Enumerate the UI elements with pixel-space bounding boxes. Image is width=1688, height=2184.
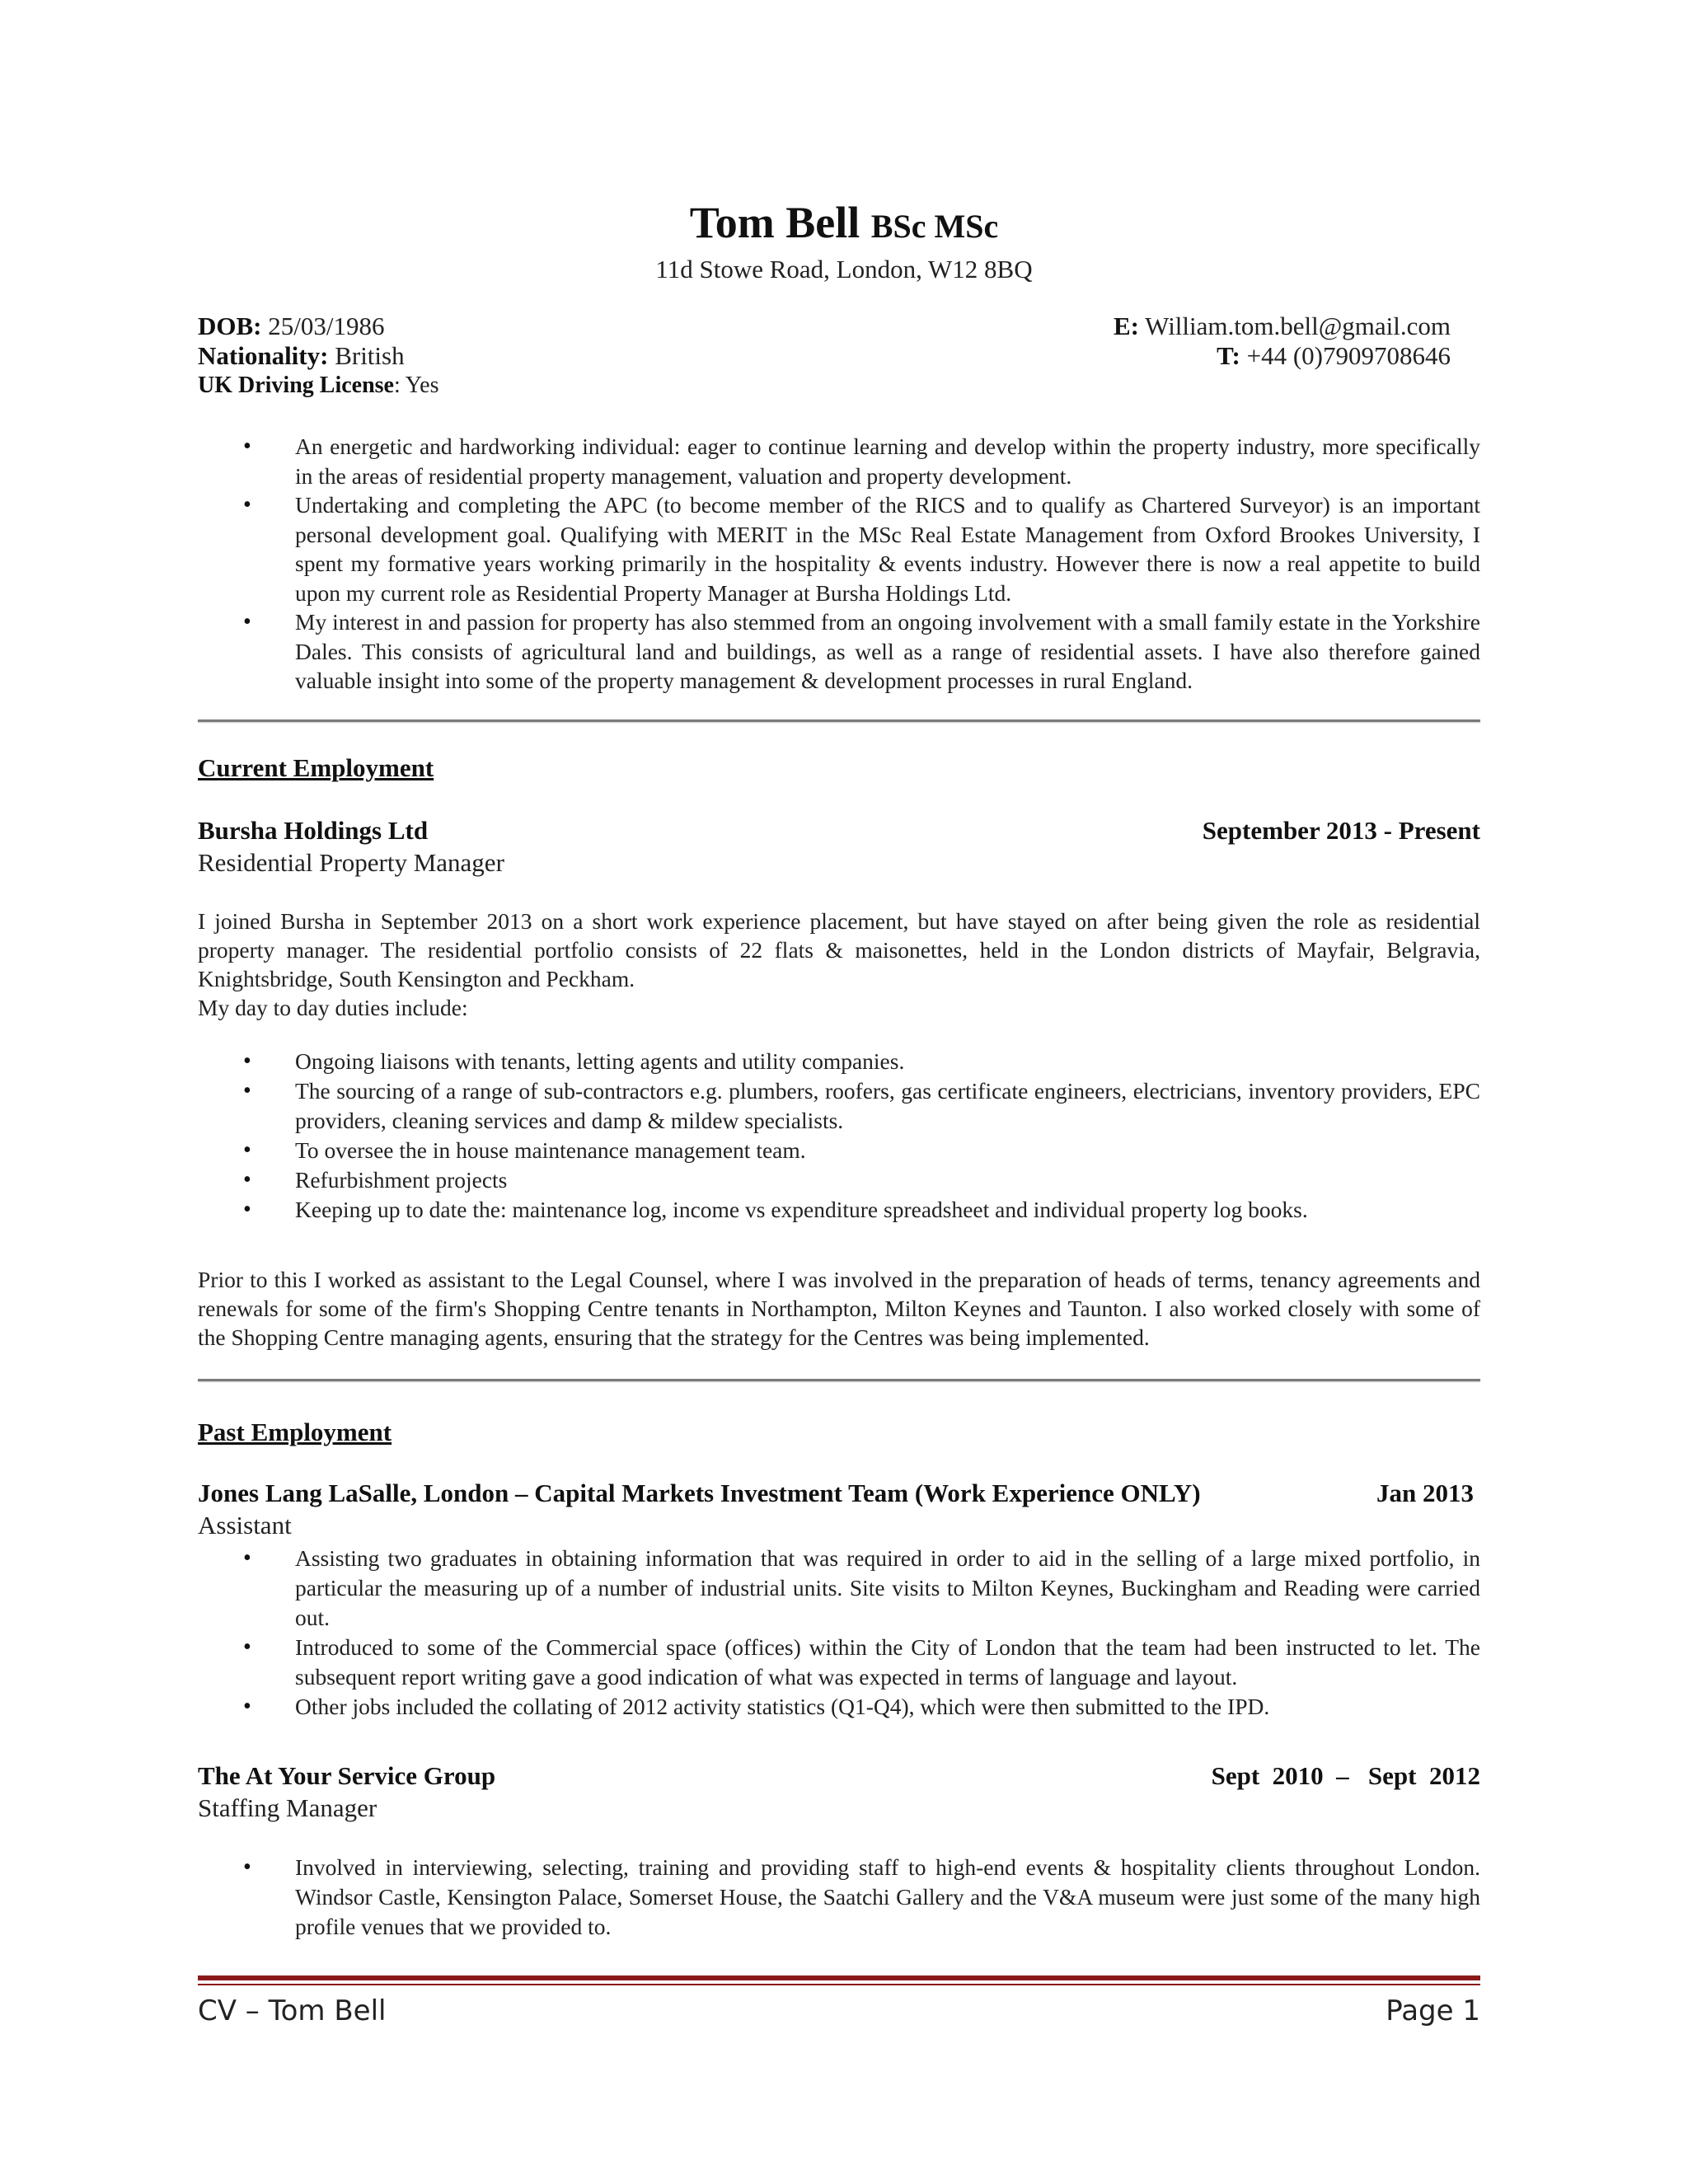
past-job-header (198, 1477, 1480, 1510)
address: 11d Stowe Road, London, W12 8BQ (655, 255, 1033, 284)
summary-item: • My interest in and passion for property has also stemmed from an ongoing involvement with a small family estate in the Yorkshire Dales. This consists of agricultural land and buildings, as well as a range of residential assets. I have also therefore gained valuable insight into some of the property management & development processes in rural England. (198, 607, 1480, 696)
email-label: E: (1113, 312, 1139, 340)
section-divider (198, 719, 1480, 722)
job-role: Residential Property Manager (198, 848, 504, 877)
summary-item: • Undertaking and completing the APC (to become member of the RICS and to qualify as Chartered Surveyor) is an important personal development goal. Qualifying with MERIT in the MSc Real Estate Management from Oxford Brookes University, I spent my formative years working primarily in the hospitality & events industry. However there is now a real appetite to build upon my current role as Residential Property Manager at Bursha Holdings Ltd. (198, 490, 1480, 607)
prior-role-paragraph: Prior to this I worked as assistant to the Legal Counsel, where I was involved in the preparation of heads of terms, tenancy agreements and renewals for some of the firm's Shopping Centre tenants in Northampton, Milton Keynes and Taunton. I also worked closely with some of the Shopping Centre managing agents, ensuring that the strategy for the Centres was being implemented. (198, 1267, 1480, 1350)
dob-row (198, 312, 1451, 341)
current-job-intro (198, 907, 1480, 1022)
duties-list (198, 1047, 1480, 1225)
candidate-name (0, 196, 1688, 253)
duty-item: • The sourcing of a range of sub-contractors e.g. plumbers, roofers, gas certificate engineers, electricians, inventory providers, EPC providers, cleaning services and damp & mildew specialists. (198, 1076, 1480, 1136)
email-value: William.tom.bell@gmail.com (1145, 312, 1451, 340)
nationality-row (198, 341, 1451, 371)
qualifications: BSc MSc (870, 208, 999, 245)
duty-item: • Other jobs included the collating of 2012 activity statistics (Q1-Q4), which were then submitted to the IPD. (198, 1692, 1480, 1722)
current-employment-heading: Current Employment (198, 753, 434, 782)
company-name: Bursha Holdings Ltd (198, 816, 429, 845)
page-footer (198, 1990, 1480, 2032)
past-employment-heading: Past Employment (198, 1418, 392, 1446)
duties-intro: My day to day duties include: (198, 995, 468, 1020)
job-role: Assistant (198, 1511, 292, 1540)
phone-value: +44 (0)7909708646 (1246, 341, 1451, 370)
cv-header (0, 196, 1688, 286)
job-dates: September 2013 - Present (1202, 816, 1480, 845)
past-job-header (198, 1760, 1480, 1793)
duty-item: • Keeping up to date the: maintenance log, income vs expenditure spreadsheet and individual property log books. (198, 1195, 1480, 1225)
footer-divider-thin (198, 1984, 1480, 1985)
company-name: The At Your Service Group (198, 1761, 496, 1790)
current-job-header (198, 814, 1480, 847)
contact-details (198, 312, 1451, 401)
footer-title: CV – Tom Bell (198, 1994, 387, 2027)
nationality-value: British (335, 341, 405, 370)
phone-label: T: (1217, 341, 1240, 370)
name-text: Tom Bell (689, 198, 860, 247)
duty-item: • Ongoing liaisons with tenants, letting agents and utility companies. (198, 1047, 1480, 1076)
intro-paragraph: I joined Bursha in September 2013 on a short work experience placement, but have stayed on after being given the role as residential property manager. The residential portfolio consists of 22 flats & maisonettes, held in the London districts of Mayfair, Belgravia, Knightsbridge, South Kensington and Peckham. (198, 908, 1480, 991)
nationality-label: Nationality: (198, 341, 329, 370)
license-label: UK Driving License (198, 373, 394, 398)
footer-divider (198, 1975, 1480, 1980)
duty-item: • To oversee the in house maintenance management team. (198, 1136, 1480, 1165)
duty-item: • Involved in interviewing, selecting, training and providing staff to high-end events & hospitality clients throughout London. Windsor Castle, Kensington Palace, Somerset House, the Saatchi Gallery and the V&A museum were just some of the many high profile venues that we provided to. (198, 1853, 1480, 1942)
dob-label: DOB: (198, 312, 262, 340)
past-job-duties (198, 1853, 1480, 1942)
job-dates: Sept 2010 – Sept 2012 (1211, 1761, 1480, 1790)
email-block (1114, 312, 1451, 341)
job-dates: Jan 2013 (1376, 1479, 1474, 1507)
job-role: Staffing Manager (198, 1793, 377, 1822)
license-value: : Yes (394, 373, 439, 398)
page-number: Page 1 (1386, 1994, 1480, 2027)
profile-summary (198, 432, 1480, 696)
summary-item: • An energetic and hardworking individual: eager to continue learning and develop within the property industry, more specifically in the areas of residential property management, valuation and property development. (198, 432, 1480, 490)
dob-value: 25/03/1986 (268, 312, 385, 340)
duty-item: • Introduced to some of the Commercial space (offices) within the City of London that the team had been instructed to let. The subsequent report writing gave a good indication of what was expected in terms of language and layout. (198, 1633, 1480, 1692)
phone-block (1217, 341, 1451, 371)
past-job-duties (198, 1544, 1480, 1722)
company-name: Jones Lang LaSalle, London – Capital Markets Investment Team (Work Experience ONLY) (198, 1479, 1201, 1507)
duty-item: • Assisting two graduates in obtaining information that was required in order to aid in the selling of a large mixed portfolio, in particular the measuring up of a number of industrial units. Site visits to Milton Keynes, Buckingham and Reading were carried out. (198, 1544, 1480, 1633)
section-divider (198, 1379, 1480, 1381)
duty-item: • Refurbishment projects (198, 1165, 1480, 1195)
license-row (198, 371, 1451, 401)
